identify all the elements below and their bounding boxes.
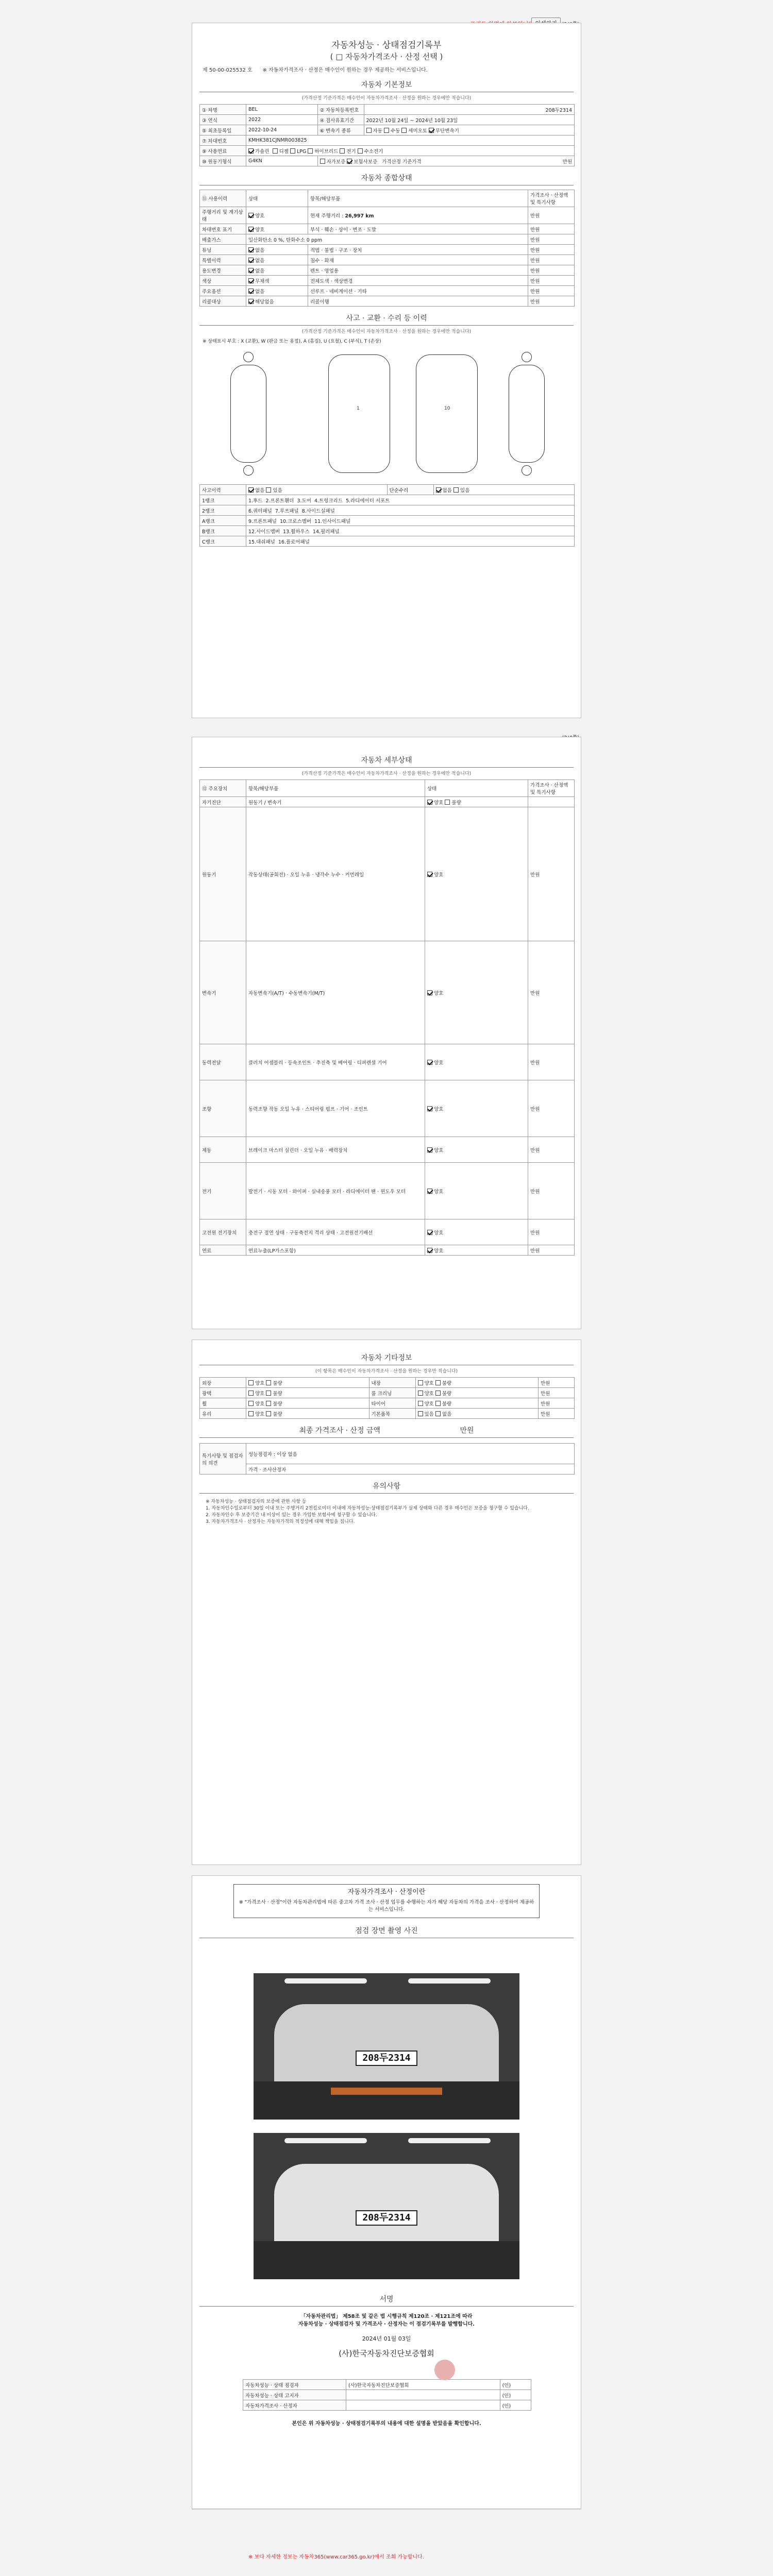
etc-row: 타이어 — [369, 1398, 415, 1409]
etc-note: (이 항목은 매수인이 자동차가격조사 · 산정을 원하는 경우만 적습니다) — [315, 1369, 458, 1374]
detail-section: 원동기 — [200, 807, 246, 941]
checkbox[interactable] — [418, 1411, 423, 1416]
final-table — [199, 1443, 575, 1475]
motor: G4KN — [246, 156, 318, 166]
seal: (인) — [500, 2400, 531, 2411]
part: 10.크로스멤버 — [280, 518, 311, 524]
final-title-text: 최종 가격조사 · 산정 금액 — [299, 1427, 380, 1435]
checkbox[interactable] — [248, 213, 254, 218]
sign-section — [192, 2287, 581, 2509]
inspect-period: 2022년 10월 24일 ~ 2024년 10월 23일 — [364, 115, 574, 125]
overall-row-state: 양호 — [255, 213, 265, 219]
detail-title: 자동차 세부상태 — [199, 752, 574, 768]
inspection-photo-front — [254, 1973, 519, 2120]
detail-table: ⑫ 주요장치 항목/해당부품 상태 가격조사 · 산정액 및 특기사항 자기진단 원동기 / 변속기 양호 불량 원동기 작동상태(공회전) · 오일 누유 · 냉각수 누수 · 커먼레일 양호 만원 변속기 자동변속기(A/T) · 수동변속기(M/T) 양호 만원 동력전달 클러치 어셈블리 · 등속조인트 · 추진축 및 베어링 · 디퍼렌셜 기어 양호 만원 조향 동력조향 작동 오일 누유 · 스티어링 펌프 · 기어 · 조인트 양호 만원 제동 브레이크 마스터 실린더 · 오일 누유 · 배력장치 양호 만원 전기 발전기 · 시동 모터 · 와이퍼 · 실내송풍 모터 · 라디에이터 팬 · 윈도우 모터 양호 만원 고전원 전기장치 충전구 절연 상태 · 구동축전지 격리 상태 · 고전원전기배선 양호 만원 연료 연료누출(LP가스포함) 양호 만원 — [199, 779, 575, 1256]
year: 2022 — [246, 115, 318, 125]
final-unit: 만원 — [460, 1427, 474, 1435]
overall-row-label: 특별이력 — [200, 255, 246, 265]
checkbox[interactable] — [453, 487, 459, 493]
etc-row: 휠 — [200, 1398, 246, 1409]
page-3 — [192, 1340, 581, 1865]
first-reg-label: ⑤ 최초등록일 — [200, 125, 246, 135]
part: 11.인사이드패널 — [314, 518, 351, 524]
sign-company: (사)한국자동차진단보증협회 — [339, 2349, 434, 2358]
document-subtitle: ( □ 자동차가격조사 · 산정 선택 ) — [330, 52, 443, 61]
rank-label: B랭크 — [200, 526, 246, 536]
checkbox[interactable] — [273, 148, 278, 154]
detail-state: 양호 — [434, 1060, 444, 1066]
checkbox[interactable] — [366, 128, 372, 133]
overall-row-label: 색상 — [200, 276, 246, 286]
page-1 — [192, 23, 581, 718]
sign-title: 서명 — [199, 2291, 574, 2307]
accident-title: 사고 · 교환 · 수리 등 이력 — [199, 310, 574, 326]
detail-state: 양호 — [434, 872, 444, 878]
part: 1.후드 — [248, 498, 263, 504]
notice-head: ※ 자동차성능 · 상태점검자의 보증에 관한 사항 등 — [206, 1499, 307, 1504]
overall-row-state: 없음 — [255, 268, 265, 274]
part: 12.사이드멤버 — [248, 529, 280, 535]
checkbox[interactable] — [358, 148, 363, 154]
checkbox[interactable] — [435, 1391, 441, 1396]
checkbox[interactable] — [401, 128, 407, 133]
tire-icon — [522, 352, 532, 362]
accident-note: (가격산정 기준가격은 매수인이 자동차가격조사 · 산정을 원하는 경우에만 적습니다) — [301, 329, 472, 334]
license-plate: 208두2314 — [356, 2050, 417, 2066]
checkbox[interactable] — [418, 1401, 423, 1406]
etc-row: 내장 — [369, 1378, 415, 1388]
overall-row-state: 없음 — [255, 289, 265, 295]
basic-info-title: 자동차 기본정보 — [199, 76, 574, 92]
car-side-right — [509, 365, 545, 463]
checkbox[interactable] — [429, 128, 434, 133]
seal: (인) — [500, 2380, 531, 2390]
notice-item: 3. 자동차가격조사 · 산정자는 자동차가격의 적정성에 대해 책임을 집니다. — [206, 1519, 355, 1524]
price-label: 가격산정 기준가격 — [382, 159, 422, 165]
part: 7.루프패널 — [275, 508, 299, 514]
etc-table: 외장 양호 불량 내장 양호 불량 만원 광택 양호 불량 룸 크리닝 양호 불량 만원 휠 양호 불량 타이어 양호 불량 만원 유리 양호 불량 기본품목 있음 없음 만원 — [199, 1377, 575, 1419]
car-diagram: 1 10 — [199, 349, 574, 478]
overall-row-label: 리콜대상 — [200, 296, 246, 307]
etc-title: 자동차 기타정보 — [199, 1349, 574, 1365]
document-title: 자동차성능 · 상태점검기록부 — [331, 40, 442, 50]
mileage: 26,997 km — [345, 213, 374, 219]
seal: (인) — [500, 2390, 531, 2400]
checkbox[interactable] — [308, 148, 313, 154]
checkbox[interactable] — [248, 247, 254, 252]
checkbox[interactable] — [266, 1391, 271, 1396]
checkbox[interactable] — [427, 1060, 432, 1065]
checkbox[interactable] — [248, 268, 254, 273]
tire-icon — [522, 465, 532, 476]
seal-icon — [434, 2360, 455, 2380]
checkbox[interactable] — [435, 1411, 441, 1416]
checkbox[interactable] — [248, 148, 254, 154]
part: 13.휠하우스 — [283, 529, 310, 535]
accident-legend: ※ 상태표시 부호 : X (교환), W (판금 또는 용접), A (흠집), U (요철), C (부식), T (손상) — [203, 339, 381, 344]
detail-section: 자기진단 — [200, 797, 246, 807]
detail-state: 양호 — [434, 800, 444, 806]
vin-label: ⑦ 차대번호 — [200, 135, 246, 146]
tire-icon — [243, 465, 254, 476]
part: 9.프론트패널 — [248, 518, 277, 524]
detail-note: (가격산정 기준가격은 매수인이 자동차가격조사 · 산정을 원하는 경우에만 적습니다) — [301, 771, 472, 776]
etc-row: 기본품목 — [369, 1409, 415, 1419]
checkbox[interactable] — [427, 800, 432, 805]
opinion: 성능점검자 : 이상 없음 — [246, 1444, 575, 1464]
basic-info-note: (가격산정 기준가격은 매수인이 자동차가격조사 · 산정을 원하는 경우에만 적습니다) — [301, 96, 472, 101]
rank-label: 2랭크 — [200, 505, 246, 516]
sign-line: 「자동차관리법」 제58조 및 같은 법 시행규칙 제120조 · 제121조에 따라 — [300, 2314, 473, 2319]
mileage-label: 현재 주행거리 — [310, 213, 341, 219]
checkbox[interactable] — [435, 1380, 441, 1385]
notifier-label: 자동차성능 · 상태 고지자 — [243, 2390, 346, 2400]
accident-history: 없음 — [255, 487, 265, 494]
checkbox[interactable] — [290, 148, 295, 154]
part: 3.도어 — [297, 498, 311, 504]
warranty-selected: 보험사보증 — [354, 159, 378, 165]
header-note: ※ 자동차가격조사 · 산정은 매수인이 원하는 경우 제공하는 서비스입니다. — [262, 67, 428, 73]
part: 5.라디에이터 서포트 — [345, 498, 390, 504]
car-name: BEL — [246, 105, 318, 115]
checkbox[interactable] — [266, 1401, 271, 1406]
checkbox[interactable] — [427, 872, 432, 877]
checkbox[interactable] — [427, 1106, 432, 1111]
overall-row-label: 용도변경 — [200, 265, 246, 276]
sign-table — [243, 2379, 531, 2411]
info-box — [233, 1884, 540, 1918]
info-title: 자동차가격조사 · 산정이란 — [347, 1888, 426, 1896]
overall-row-state: 양호 — [255, 227, 265, 233]
etc-row: 유리 — [200, 1409, 246, 1419]
detail-state: 양호 — [434, 1147, 444, 1154]
page-2 — [192, 737, 581, 1329]
checkbox[interactable] — [266, 487, 271, 493]
inspector-label: 자동차성능 · 상태 점검자 — [243, 2380, 346, 2390]
checkbox[interactable] — [248, 278, 254, 283]
overall-row-state: 일산화탄소 0 %, 탄화수소 0 ppm — [246, 234, 528, 245]
car-top — [328, 354, 390, 473]
basic-info-table: ① 차명 BEL ② 자동차등록번호 208두2314 ③ 연식 2022 ④ 검사유효기간 2022년 10월 24일 ~ 2024년 10월 23일 ⑤ 최초등록일 2022-10-24 ⑥ 변속기 종류 자동 수동 세미오토 무단변속기 ⑦ 차대번호 KMHK381CJNMR003825 ⑨ 사용연료 가솔린 디젤 LPG 하이브리드 전기 수소전기 ⑩ 원동기형식 G4KN 자가보증 보험사보증 가격산정 기준가격 만원 — [199, 104, 575, 166]
checkbox[interactable] — [248, 1380, 254, 1385]
checkbox[interactable] — [347, 159, 352, 164]
rank-label: A랭크 — [200, 516, 246, 526]
detail-state: 양호 — [434, 1248, 444, 1254]
rank-label: C랭크 — [200, 536, 246, 547]
checkbox[interactable] — [248, 299, 254, 304]
detail-section: 동력전달 — [200, 1044, 246, 1080]
overall-row-state: 없음 — [255, 258, 265, 264]
accident-table: 사고이력 없음 있음 단순수리 없음 있음 1랭크 1.후드 2.프론트휀더 3.도어 4.트렁크리드 5.라디에이터 서포트 2랭크 6.쿼터패널 7.루프패널 8.사이드실패널 A랭크 9.프론트패널 10.크로스멤버 11.인사이드패널 B랭크 12.사이드멤버 13.휠하우스 14.필러패널 C랭크 15.대쉬패널 16.플로어패널 — [199, 484, 575, 547]
detail-state: 양호 — [434, 990, 444, 996]
etc-row: 룸 크리닝 — [369, 1388, 415, 1398]
checkbox[interactable] — [248, 487, 254, 493]
checkbox[interactable] — [436, 487, 441, 493]
reg-no-label: ② 자동차등록번호 — [317, 105, 364, 115]
detail-section: 변속기 — [200, 941, 246, 1044]
notice-item: 1. 자동차인수일로부터 30일 이내 또는 주행거리 2천킬로미터 이내에 자동차성능·상태점검기록부가 실제 상태와 다른 경우 매수인은 보증을 청구할 수 있습니다. — [206, 1506, 529, 1511]
appraiser-label: 자동차가격조사 · 산정자 — [243, 2400, 346, 2411]
overall-row-label: 차대번호 표기 — [200, 224, 246, 234]
inspector: (사)한국자동차진단보증협회 — [346, 2380, 500, 2390]
overall-row-label: 주행거리 및 계기상태 — [200, 207, 246, 224]
detail-section: 고전원 전기장치 — [200, 1219, 246, 1245]
checkbox[interactable] — [427, 1248, 432, 1253]
info-text: ※ "가격조사 · 산정"이란 자동차관리법에 따른 중고차 가격 조사 · 산정 업무를 수행하는 자가 해당 자동차의 가격을 조사 · 산정하여 제공하는 서비스입니다. — [239, 1900, 534, 1912]
rank-label: 1랭크 — [200, 495, 246, 505]
checkbox[interactable] — [435, 1401, 441, 1406]
detail-section: 조향 — [200, 1080, 246, 1137]
checkbox[interactable] — [445, 800, 450, 805]
checkbox[interactable] — [427, 990, 432, 995]
license-plate: 208두2314 — [356, 2210, 417, 2226]
vin: KMHK381CJNMR003825 — [246, 135, 575, 146]
overall-row-label: 배출가스 — [200, 234, 246, 245]
checkbox[interactable] — [248, 289, 254, 294]
overall-row-state: 해당없음 — [255, 299, 274, 305]
price-unit: 만원 — [562, 159, 572, 165]
fuel-selected: 가솔린 — [255, 148, 270, 155]
checkbox[interactable] — [427, 1147, 432, 1153]
overall-row-label: 주요옵션 — [200, 286, 246, 296]
notice-item: 2. 자동차인수 후 보증기간 내 이상이 있는 경우 가입한 보험사에 청구할 수 있습니다. — [206, 1513, 377, 1518]
simple-repair: 없음 — [442, 487, 452, 494]
checkbox[interactable] — [427, 1230, 432, 1235]
checkbox[interactable] — [248, 227, 254, 232]
tire-icon — [243, 352, 254, 362]
sign-footer: 본인은 위 자동차성능 · 상태점검기록부의 내용에 대한 설명을 받았음을 확인합니다. — [292, 2421, 481, 2427]
checkbox[interactable] — [320, 159, 325, 164]
overall-table: ⑪ 사용이력 상태 항목/해당부품 가격조사 · 산정액 및 특기사항 주행거리 및 계기상태 양호 현재 주행거리 : 26,997 km 만원 차대번호 표기 양호 부식 · 훼손 · 상이 · 변조 · 도말 만원 배출가스 일산화탄소 0 %, 탄화수소 0 ppm 만원 튜닝 없음 적법 · 불법 · 구조 · 장치 만원 특별이력 없음 침수 · 화재 만원 용도변경 없음 렌트 · 영업용 만원 색상 무채색 전체도색 · 색상변경 만원 주요옵션 없음 선루프 · 네비게이션 · 기타 만원 리콜대상 해당없음 리콜이행 만원 — [199, 190, 575, 307]
checkbox[interactable] — [248, 1411, 254, 1416]
motor-label: ⑩ 원동기형식 — [200, 156, 246, 166]
footer — [192, 2509, 581, 2566]
part: 4.트렁크리드 — [314, 498, 343, 504]
checkbox[interactable] — [266, 1411, 271, 1416]
detail-state: 양호 — [434, 1230, 444, 1236]
photo-title: 점검 장면 촬영 사진 — [199, 1922, 574, 1938]
etc-row: 외장 — [200, 1378, 246, 1388]
checkbox[interactable] — [427, 1189, 432, 1194]
overall-title: 자동차 종합상태 — [199, 170, 574, 185]
detail-section: 연료 — [200, 1245, 246, 1256]
fuel-label: ⑨ 사용연료 — [200, 146, 246, 156]
part: 6.쿼터패널 — [248, 508, 272, 514]
part: 14.필러패널 — [312, 529, 340, 535]
part: 8.사이드실패널 — [301, 508, 335, 514]
sign-date: 2024년 01월 03일 — [362, 2335, 411, 2342]
etc-row: 광택 — [200, 1388, 246, 1398]
checkbox[interactable] — [418, 1391, 423, 1396]
first-reg: 2022-10-24 — [246, 125, 318, 135]
appraiser-label: 가격 · 조사산정자 — [246, 1464, 575, 1475]
overall-row-label: 튜닝 — [200, 245, 246, 255]
notice-title: 유의사항 — [199, 1478, 574, 1494]
detail-state: 양호 — [434, 1106, 444, 1112]
car-name-label: ① 차명 — [200, 105, 246, 115]
part: 16.플로어패널 — [278, 539, 310, 545]
final-title — [199, 1422, 574, 1438]
detail-section: 전기 — [200, 1163, 246, 1219]
checkbox[interactable] — [384, 128, 389, 133]
year-label: ③ 연식 — [200, 115, 246, 125]
checkbox[interactable] — [248, 258, 254, 263]
checkbox[interactable] — [266, 1380, 271, 1385]
form-number: 제 50-00-025532 호 — [203, 67, 253, 73]
inspection-photo-rear — [254, 2133, 519, 2279]
car-side-left — [230, 365, 266, 463]
sign-line: 자동차성능 · 상태점검자 및 가격조사 · 산정자는 이 점검기록부를 발행합니다. — [298, 2321, 475, 2327]
checkbox[interactable] — [248, 1391, 254, 1396]
reg-no: 208두2314 — [364, 105, 574, 115]
checkbox[interactable] — [248, 1401, 254, 1406]
part: 2.프론트휀더 — [265, 498, 294, 504]
detail-state: 양호 — [434, 1189, 444, 1195]
overall-row-state: 없음 — [255, 247, 265, 253]
footer-link[interactable]: ※ 보다 자세한 정보는 자동차365(www.car365.go.kr)에서 조회 가능합니다. — [248, 2554, 424, 2560]
overall-row-state: 무채색 — [255, 278, 270, 284]
part: 15.대쉬패널 — [248, 539, 275, 545]
checkbox[interactable] — [340, 148, 345, 154]
car-frame — [416, 354, 478, 473]
detail-section: 제동 — [200, 1137, 246, 1163]
opinion-label: 특기사항 및 점검자의 의견 — [200, 1444, 246, 1475]
checkbox[interactable] — [418, 1380, 423, 1385]
